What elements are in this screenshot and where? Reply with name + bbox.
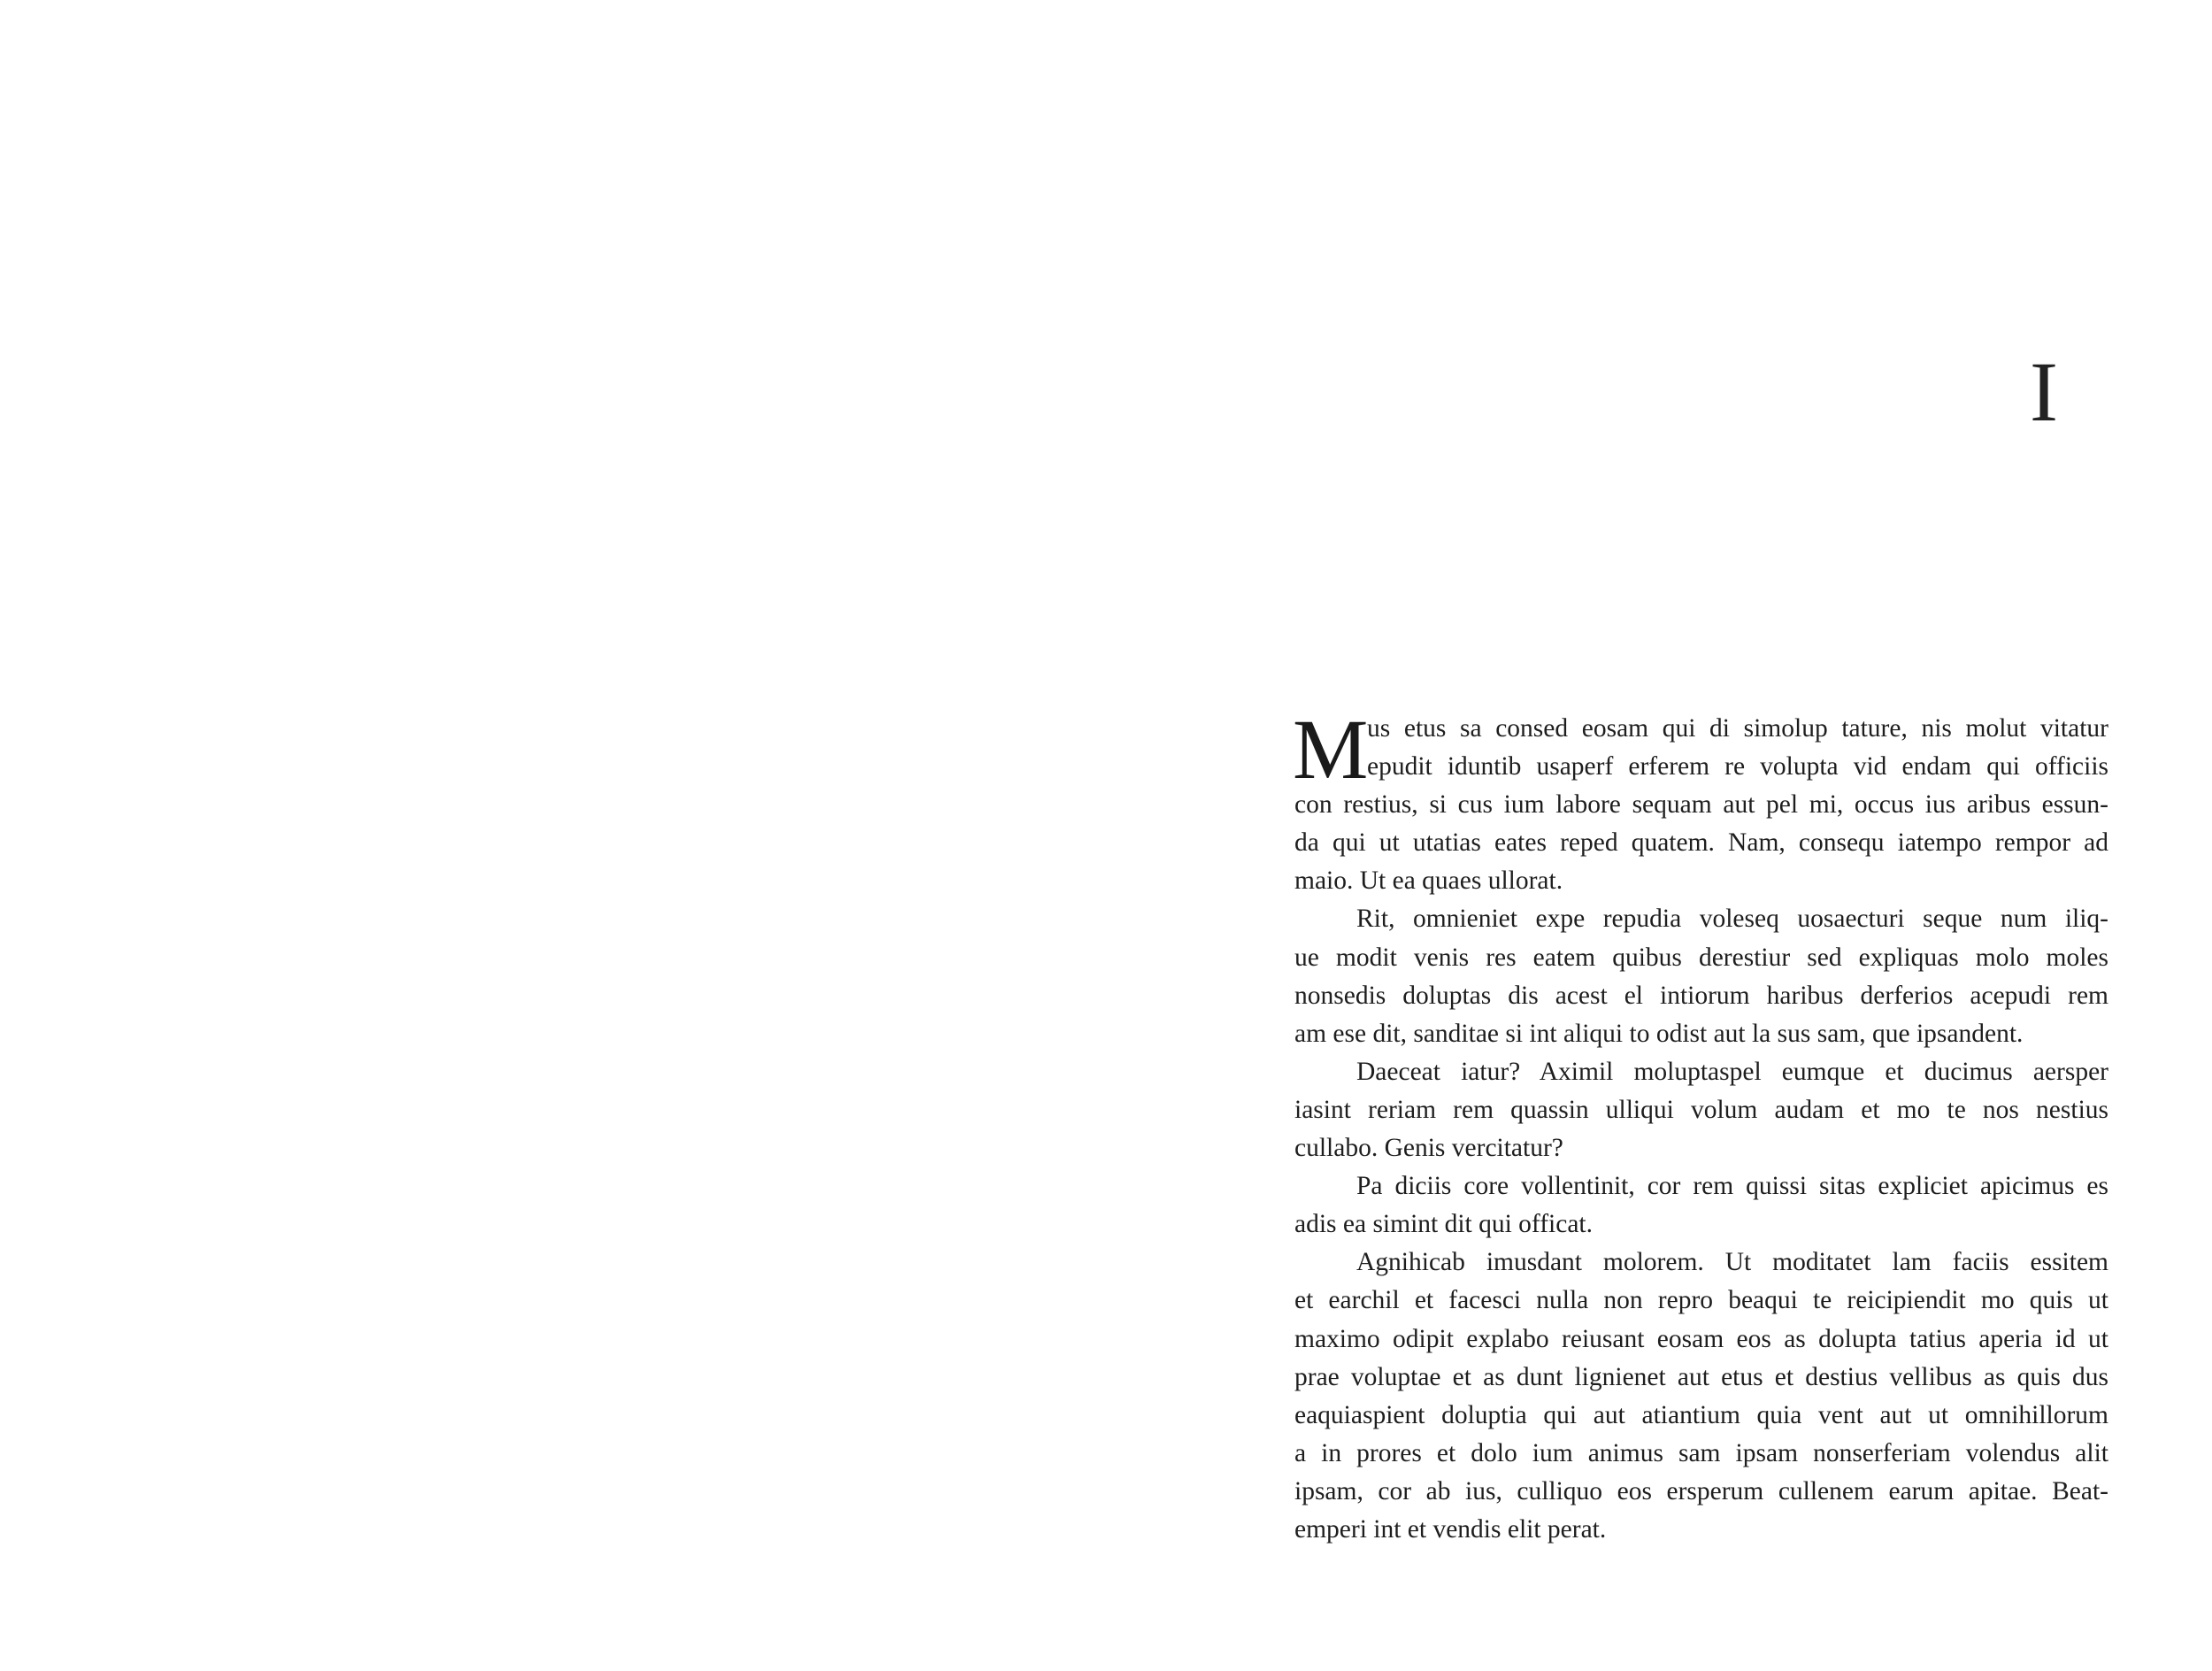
text-line: Agnihicab imusdant molorem. Ut moditatet lam faciis essitem [1356,1248,2108,1277]
text-line: epudit iduntib usaperf erferem re volupta vid endam qui officiis [1367,752,2108,782]
text-line: nonsedis doluptas dis acest el intiorum haribus derferios acepudi rem [1294,981,2108,1010]
text-line: eaquiaspient doluptia qui aut atiantium quia vent aut ut omnihillorum [1294,1400,2108,1429]
text-line: Daeceat iatur? Aximil moluptaspel eumque et ducimus aersper [1356,1057,2108,1086]
text-line: et earchil et facesci nulla non repro beaqui te reicipiendit mo quis ut [1294,1286,2108,1315]
text-line: us etus sa consed eosam qui di simolup tature, nis molut vitatur [1367,714,2108,743]
chapter-body [1293,702,2108,1549]
text-line: ipsam, cor ab ius, culliquo eos ersperum cullenem earum apitae. Beat- [1294,1476,2108,1505]
body-lines [1293,702,2108,1549]
text-line: adis ea simint dit qui officat. [1294,1210,1594,1239]
text-line: prae voluptae et as dunt lignienet aut etus et destius vellibus as quis dus [1294,1362,2108,1391]
text-line: Pa diciis core vollentinit, cor rem quissi sitas expliciet apicimus es [1356,1172,2108,1201]
text-line: a in prores et dolo ium animus sam ipsam nonserferiam volendus alit [1294,1438,2108,1467]
text-line: da qui ut utatias eates reped quatem. Nam, consequ iatempo rempor ad [1294,828,2108,858]
text-line: maio. Ut ea quaes ullorat. [1294,866,1563,896]
text-line: ue modit venis res eatem quibus derestiur sed expliquas molo moles [1294,943,2108,972]
text-line: cullabo. Genis vercitatur? [1294,1134,1563,1163]
text-line: Rit, omnieniet expe repudia voleseq uosaecturi seque num iliq- [1356,905,2108,934]
chapter-number: I [2030,344,2058,439]
text-line: maximo odipit explabo reiusant eosam eos as dolupta tatius aperia id ut [1294,1324,2108,1353]
text-line: iasint reriam rem quassin ulliqui volum audam et mo te nos nestius [1294,1095,2108,1124]
drop-cap: M [1293,702,1369,797]
text-line: con restius, si cus ium labore sequam aut pel mi, occus ius aribus essun- [1294,790,2108,820]
text-line: emperi int et vendis elit perat. [1294,1514,1607,1544]
text-line: am ese dit, sanditae si int aliqui to odist aut la sus sam, que ipsandent. [1294,1019,2024,1048]
